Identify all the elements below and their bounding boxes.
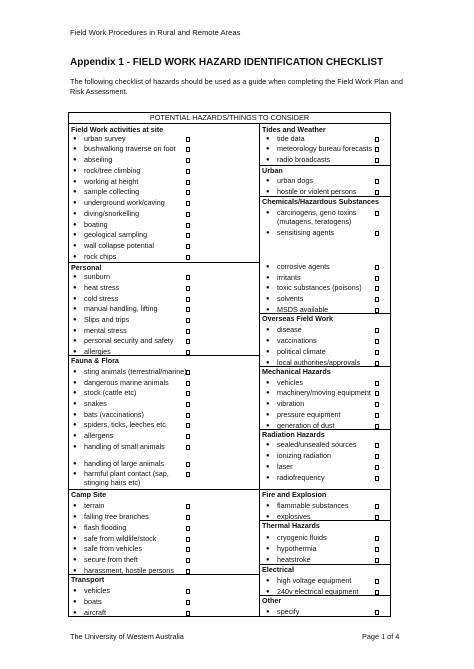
- checklist-item-label: toxic substances (poisons): [277, 283, 362, 292]
- checkbox[interactable]: [186, 600, 190, 605]
- bullet-icon: ●: [73, 546, 77, 552]
- checklist-item-label: MSDS available: [277, 305, 329, 314]
- checklist-item-label: handling of large animals: [84, 459, 164, 468]
- checkbox[interactable]: [186, 318, 190, 323]
- checkbox[interactable]: [375, 158, 379, 163]
- bullet-icon: ●: [73, 599, 77, 605]
- checkbox[interactable]: [186, 402, 190, 407]
- checkbox[interactable]: [186, 147, 190, 152]
- bullet-icon: ●: [266, 360, 270, 366]
- checkbox[interactable]: [186, 190, 190, 195]
- checklist-item-label: irritants: [277, 273, 301, 282]
- checkbox[interactable]: [186, 391, 190, 396]
- checklist-item-label: hostile or violent persons: [277, 187, 357, 196]
- checkbox[interactable]: [375, 137, 379, 142]
- checklist-item-label: sensitising agents: [277, 228, 335, 237]
- section-title: Fire and Explosion: [262, 490, 327, 499]
- bullet-icon: ●: [73, 338, 77, 344]
- bullet-icon: ●: [73, 557, 77, 563]
- bullet-icon: ●: [266, 307, 270, 313]
- checkbox[interactable]: [375, 536, 379, 541]
- bullet-icon: ●: [266, 264, 270, 270]
- checklist-item-label: dangerous marine animals: [84, 378, 169, 387]
- bullet-icon: ●: [73, 390, 77, 396]
- checklist-item-label: sunburn: [84, 272, 110, 281]
- checklist-item-label: diving/snorkelling: [84, 209, 140, 218]
- checklist-item-label: secure from theft: [84, 555, 138, 564]
- checklist-item-label: rock/tree climbing: [84, 166, 141, 175]
- checkbox[interactable]: [375, 297, 379, 302]
- running-header: Field Work Procedures in Rural and Remote Areas: [70, 28, 241, 37]
- bullet-icon: ●: [73, 243, 77, 249]
- left-column: [69, 124, 260, 616]
- bullet-icon: ●: [73, 254, 77, 260]
- bullet-icon: ●: [266, 535, 270, 541]
- checklist-item-label: safe from vehicles: [84, 544, 142, 553]
- checklist-item-label: ionizing radiation: [277, 451, 331, 460]
- bullet-icon: ●: [266, 453, 270, 459]
- checkbox[interactable]: [186, 515, 190, 520]
- hazard-checklist-table: [68, 112, 391, 617]
- section-title: Tides and Weather: [262, 125, 326, 134]
- checkbox[interactable]: [375, 443, 379, 448]
- checkbox[interactable]: [375, 391, 379, 396]
- checklist-item-label: laser: [277, 462, 293, 471]
- checkbox[interactable]: [186, 423, 190, 428]
- checklist-item-label: tide data: [277, 134, 305, 143]
- checkbox[interactable]: [186, 212, 190, 217]
- section-title: Radiation Hazards: [262, 430, 325, 439]
- checklist-item-label: falling tree branches: [84, 512, 149, 521]
- checklist-item-label: sting animals (terrestrial/marine): [84, 367, 187, 376]
- checkbox[interactable]: [186, 286, 190, 291]
- bullet-icon: ●: [266, 589, 270, 595]
- checkbox[interactable]: [186, 233, 190, 238]
- checklist-item-label: cryogenic fluids: [277, 533, 327, 542]
- checklist-item-label: high voltage equipment: [277, 576, 352, 585]
- checklist-item-label: stock (cattle etc): [84, 388, 137, 397]
- bullet-icon: ●: [266, 380, 270, 386]
- checklist-item-label: Slips and trips: [84, 315, 130, 324]
- bullet-icon: ●: [266, 609, 270, 615]
- bullet-icon: ●: [73, 285, 77, 291]
- bullet-icon: ●: [73, 232, 77, 238]
- bullet-icon: ●: [266, 296, 270, 302]
- section-title: Other: [262, 596, 282, 605]
- checkbox[interactable]: [375, 339, 379, 344]
- bullet-icon: ●: [73, 328, 77, 334]
- section-title: Overseas Field Work: [262, 314, 333, 323]
- checkbox[interactable]: [186, 307, 190, 312]
- checkbox[interactable]: [186, 137, 190, 142]
- checklist-item-label: meteorology bureau forecasts: [277, 144, 373, 153]
- bullet-icon: ●: [266, 210, 270, 216]
- checkbox[interactable]: [186, 255, 190, 260]
- bullet-icon: ●: [73, 568, 77, 574]
- checkbox[interactable]: [186, 244, 190, 249]
- checkbox[interactable]: [186, 558, 190, 563]
- checklist-item-label: mental stress: [84, 326, 127, 335]
- checklist-item-label: sealed/unsealed sources: [277, 440, 357, 449]
- bullet-icon: ●: [73, 401, 77, 407]
- bullet-icon: ●: [266, 475, 270, 481]
- checklist-item-label: solvents: [277, 294, 304, 303]
- bullet-icon: ●: [266, 338, 270, 344]
- bullet-icon: ●: [73, 222, 77, 228]
- checklist-item-label: radio broadcasts: [277, 155, 331, 164]
- checkbox[interactable]: [375, 276, 379, 281]
- bullet-icon: ●: [266, 401, 270, 407]
- checkbox[interactable]: [375, 231, 379, 236]
- checkbox[interactable]: [186, 589, 190, 594]
- section-title: Field Work activities at site: [71, 125, 164, 134]
- checkbox[interactable]: [186, 537, 190, 542]
- right-column: [260, 124, 390, 616]
- bullet-icon: ●: [73, 444, 77, 450]
- checklist-item-label: allergies: [84, 347, 111, 356]
- section-title: Transport: [71, 575, 105, 584]
- checkbox[interactable]: [186, 329, 190, 334]
- checkbox[interactable]: [375, 610, 379, 615]
- bullet-icon: ●: [266, 442, 270, 448]
- checklist-item-label: bushwalking traverse on foot: [84, 144, 176, 153]
- checkbox[interactable]: [375, 579, 379, 584]
- checklist-item-label: radiofrequency: [277, 473, 325, 482]
- checklist-item-label: flammable substances: [277, 501, 349, 510]
- bullet-icon: ●: [266, 349, 270, 355]
- checklist-item-label: urban survey: [84, 134, 126, 143]
- bullet-icon: ●: [73, 503, 77, 509]
- bullet-icon: ●: [73, 189, 77, 195]
- checklist-item-label: harassment, hostile persons: [84, 566, 174, 575]
- section-title: Urban: [262, 166, 283, 175]
- bullet-icon: ●: [266, 390, 270, 396]
- checklist-item-label: carcinogens, geno toxins (mutagens, teratogens): [277, 208, 357, 226]
- checklist-item-label: heat stress: [84, 283, 120, 292]
- checklist-item-label: specify: [277, 607, 300, 616]
- bullet-icon: ●: [266, 275, 270, 281]
- checklist-item-label: bats (vaccinations): [84, 410, 144, 419]
- checkbox[interactable]: [375, 328, 379, 333]
- checklist-item-label: working at height: [84, 177, 139, 186]
- checklist-item-label: geological sampling: [84, 230, 148, 239]
- bullet-icon: ●: [73, 525, 77, 531]
- checklist-item-label: vehicles: [84, 586, 110, 595]
- bullet-icon: ●: [73, 136, 77, 142]
- checkbox[interactable]: [186, 504, 190, 509]
- checklist-item-label: snakes: [84, 399, 107, 408]
- checklist-item-label: allergens: [84, 431, 114, 440]
- checklist-item-label: boating: [84, 220, 108, 229]
- checkbox[interactable]: [375, 402, 379, 407]
- checklist-item-label: machinery/moving equipment: [277, 388, 371, 397]
- checklist-item-label: underground work/caving: [84, 198, 165, 207]
- section-title: Camp Site: [71, 490, 107, 499]
- bullet-icon: ●: [266, 412, 270, 418]
- checklist-item-label: rock chips: [84, 252, 117, 261]
- bullet-icon: ●: [73, 179, 77, 185]
- checkbox[interactable]: [186, 526, 190, 531]
- checklist-item-label: political climate: [277, 347, 326, 356]
- checklist-item-label: disease: [277, 325, 302, 334]
- checkbox[interactable]: [375, 265, 379, 270]
- bullet-icon: ●: [73, 588, 77, 594]
- bullet-icon: ●: [266, 557, 270, 563]
- section-title: Mechanical Hazards: [262, 367, 331, 376]
- checkbox[interactable]: [186, 434, 190, 439]
- checklist-item-label: hypothermia: [277, 544, 317, 553]
- checkbox[interactable]: [375, 381, 379, 386]
- page-title: Appendix 1 - FIELD WORK HAZARD IDENTIFICATION CHECKLIST: [70, 57, 384, 68]
- checklist-item-label: explosives: [277, 512, 311, 521]
- checkbox[interactable]: [186, 297, 190, 302]
- checkbox[interactable]: [375, 413, 379, 418]
- checklist-item-label: handling of small animals: [84, 442, 165, 451]
- checkbox[interactable]: [186, 180, 190, 185]
- bullet-icon: ●: [73, 317, 77, 323]
- bullet-icon: ●: [73, 433, 77, 439]
- section-title: Personal: [71, 263, 102, 272]
- bullet-icon: ●: [73, 461, 77, 467]
- bullet-icon: ●: [73, 536, 77, 542]
- checklist-item-label: terrain: [84, 501, 105, 510]
- checkbox[interactable]: [375, 504, 379, 509]
- bullet-icon: ●: [73, 610, 77, 616]
- checkbox[interactable]: [375, 286, 379, 291]
- checklist-item-label: vibration: [277, 399, 305, 408]
- checkbox[interactable]: [375, 465, 379, 470]
- checkbox[interactable]: [375, 211, 379, 216]
- checklist-item-label: pressure equipment: [277, 410, 341, 419]
- bullet-icon: ●: [73, 168, 77, 174]
- checklist-item-label: sample collecting: [84, 187, 140, 196]
- bullet-icon: ●: [266, 146, 270, 152]
- section-title: Electrical: [262, 565, 294, 574]
- checkbox[interactable]: [186, 169, 190, 174]
- checkbox[interactable]: [375, 190, 379, 195]
- checkbox[interactable]: [186, 472, 190, 477]
- bullet-icon: ●: [73, 349, 77, 355]
- footer-page-number: Page 1 of 4: [362, 632, 400, 641]
- checkbox[interactable]: [186, 223, 190, 228]
- bullet-icon: ●: [73, 471, 77, 477]
- checklist-item-label: flash flooding: [84, 523, 127, 532]
- checkbox[interactable]: [186, 158, 190, 163]
- bullet-icon: ●: [73, 306, 77, 312]
- checkbox[interactable]: [186, 201, 190, 206]
- bullet-icon: ●: [266, 157, 270, 163]
- checklist-item-label: boats: [84, 597, 102, 606]
- checkbox[interactable]: [375, 454, 379, 459]
- checkbox[interactable]: [186, 547, 190, 552]
- checklist-item-label: corrosive agents: [277, 262, 330, 271]
- bullet-icon: ●: [266, 578, 270, 584]
- bullet-icon: ●: [266, 178, 270, 184]
- bullet-icon: ●: [73, 200, 77, 206]
- bullet-icon: ●: [266, 514, 270, 520]
- checklist-item-label: urban dogs: [277, 176, 313, 185]
- bullet-icon: ●: [73, 274, 77, 280]
- checklist-item-label: generation of dust: [277, 421, 335, 430]
- bullet-icon: ●: [266, 503, 270, 509]
- bullet-icon: ●: [266, 464, 270, 470]
- checkbox[interactable]: [186, 413, 190, 418]
- bullet-icon: ●: [266, 136, 270, 142]
- checkbox[interactable]: [375, 350, 379, 355]
- checkbox[interactable]: [186, 339, 190, 344]
- checkbox[interactable]: [186, 275, 190, 280]
- bullet-icon: ●: [73, 157, 77, 163]
- checkbox[interactable]: [186, 370, 190, 375]
- bullet-icon: ●: [73, 296, 77, 302]
- checklist-item-label: cold stress: [84, 294, 119, 303]
- intro-paragraph: The following checklist of hazards should be used as a guide when completing the Field Work Plan and Risk Assessment.: [70, 77, 403, 96]
- bullet-icon: ●: [266, 230, 270, 236]
- checklist-item-label: manual handling, lifting: [84, 304, 158, 313]
- checklist-item-label: wall collapse potential: [84, 241, 154, 250]
- bullet-icon: ●: [73, 514, 77, 520]
- checklist-item-label: safe from wildlife/stock: [84, 534, 157, 543]
- checklist-item-label: aircraft: [84, 608, 106, 617]
- bullet-icon: ●: [73, 380, 77, 386]
- checklist-item-label: vehicles: [277, 378, 303, 387]
- checklist-item-label: spiders, ticks, leeches etc: [84, 420, 166, 429]
- checklist-item-label: 240v electrical equipment: [277, 587, 359, 596]
- checkbox[interactable]: [375, 179, 379, 184]
- checklist-item-label: local authorities/approvals: [277, 358, 361, 367]
- bullet-icon: ●: [73, 146, 77, 152]
- section-title: Chemicals/Hazardous Substances: [262, 197, 380, 206]
- checkbox[interactable]: [186, 445, 190, 450]
- bullet-icon: ●: [266, 189, 270, 195]
- checklist-item-label: harmful plant contact (sap, stinging hairs etc): [84, 469, 169, 487]
- checkbox[interactable]: [186, 611, 190, 616]
- checklist-item-label: vaccinations: [277, 336, 317, 345]
- bullet-icon: ●: [266, 327, 270, 333]
- bullet-icon: ●: [266, 546, 270, 552]
- checkbox[interactable]: [186, 381, 190, 386]
- checklist-item-label: heatstroke: [277, 555, 311, 564]
- bullet-icon: ●: [73, 412, 77, 418]
- section-title: Fauna & Flora: [71, 356, 119, 365]
- section-title: Thermal Hazards: [262, 521, 320, 530]
- table-header: POTENTIAL HAZARDS/THINGS TO CONSIDER: [69, 113, 390, 124]
- checkbox[interactable]: [375, 476, 379, 481]
- checkbox[interactable]: [375, 558, 379, 563]
- footer-institution: The University of Western Australia: [70, 632, 184, 641]
- checkbox[interactable]: [186, 462, 190, 467]
- bullet-icon: ●: [266, 423, 270, 429]
- bullet-icon: ●: [73, 369, 77, 375]
- bullet-icon: ●: [73, 422, 77, 428]
- bullet-icon: ●: [266, 285, 270, 291]
- checkbox[interactable]: [375, 147, 379, 152]
- checklist-item-label: abseiling: [84, 155, 113, 164]
- bullet-icon: ●: [73, 211, 77, 217]
- checklist-item-label: personal security and safety: [84, 336, 174, 345]
- checkbox[interactable]: [375, 547, 379, 552]
